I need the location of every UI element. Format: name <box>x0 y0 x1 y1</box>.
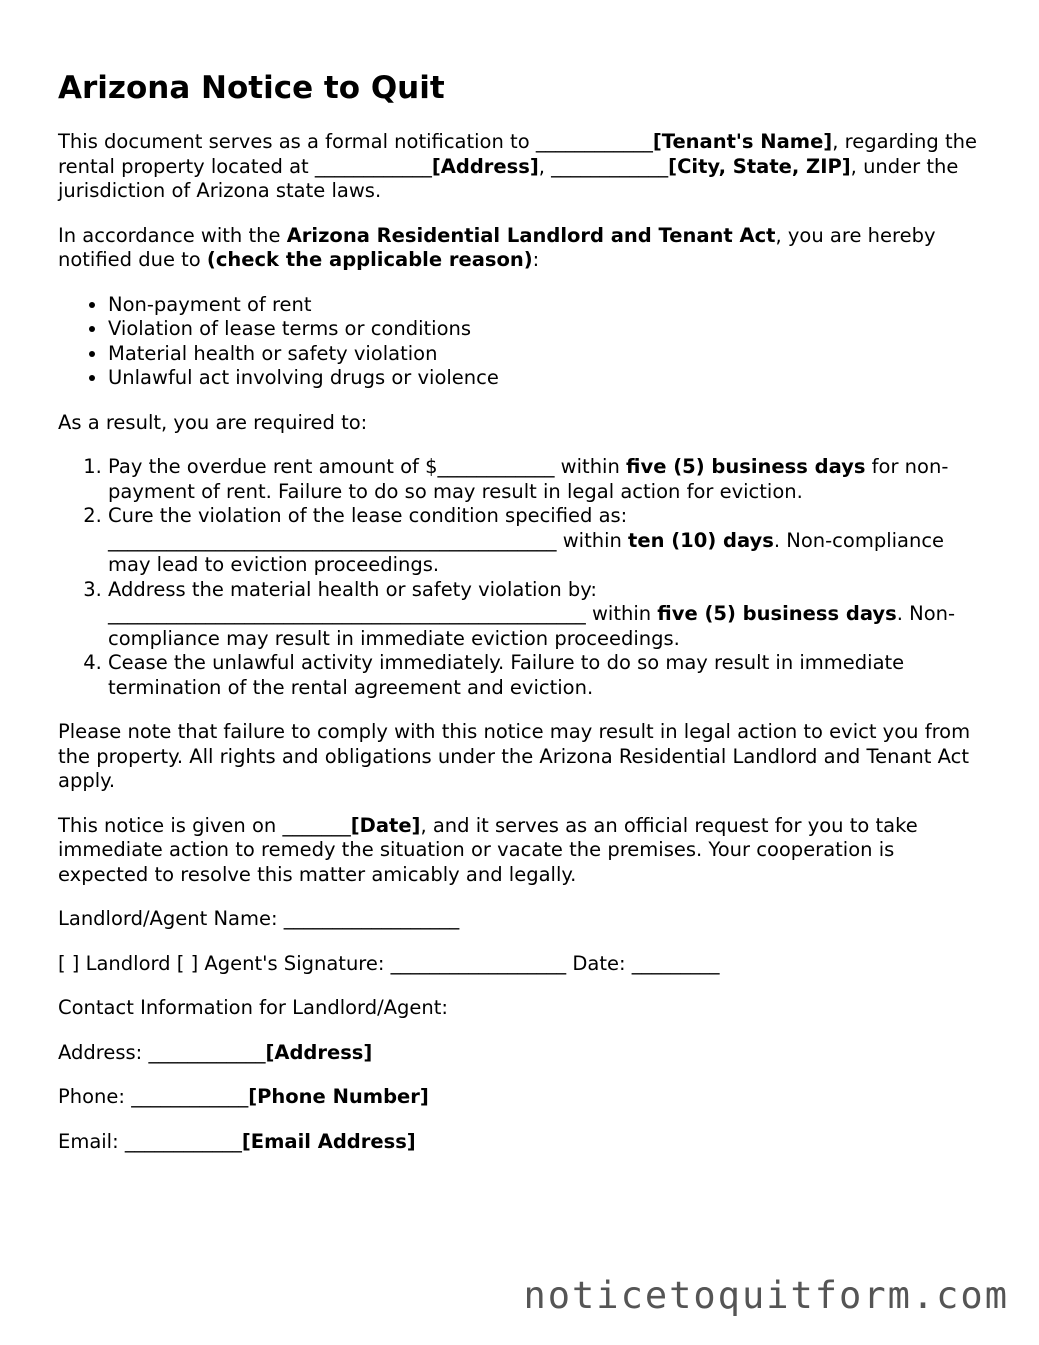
address-placeholder: [Address] <box>431 154 539 178</box>
contact-email-blank: ____________ <box>124 1129 242 1153</box>
requirement-2-text-1: Cure the violation of the lease condition specified as: <box>108 504 628 527</box>
contact-address-placeholder: [Address] <box>265 1040 373 1064</box>
requirement-2-text-3: . Non-compliance may lead to eviction proceedings. <box>108 528 945 576</box>
city-blank: ____________ <box>551 154 669 178</box>
tenant-name-blank: ____________ <box>535 130 653 153</box>
intro-text-3: , <box>538 154 552 178</box>
lease-violation-blank: ______________________________________________ <box>108 528 557 552</box>
requirement-2-text-2: within <box>556 528 629 552</box>
intro-paragraph <box>58 130 988 204</box>
check-reason-note: (check the applicable reason) <box>206 248 533 271</box>
signature-label: [ ] Landlord [ ] Agent's Signature: <box>58 951 391 975</box>
act-name: Arizona Residential Landlord and Tenant Act <box>286 223 776 247</box>
accordance-text-1: In accordance with the <box>58 223 287 247</box>
intro-text-2: , regarding the rental property located at <box>58 130 977 178</box>
contact-phone-label: Phone: <box>58 1085 132 1108</box>
site-watermark: noticetoquitform.com <box>523 1274 1009 1317</box>
contact-address-label: Address: <box>58 1040 149 1064</box>
tenant-name-placeholder: [Tenant's Name] <box>652 130 833 153</box>
date-placeholder: [Date] <box>350 813 421 837</box>
contact-address-blank: ____________ <box>148 1040 266 1064</box>
contact-email-placeholder: [Email Address] <box>241 1129 416 1153</box>
requirement-3-deadline: five (5) business days <box>657 602 897 625</box>
contact-heading: Contact Information for Landlord/Agent: <box>58 996 448 1019</box>
contact-address-line <box>58 1041 988 1066</box>
given-text-1: This notice is given on <box>58 813 283 837</box>
requirement-3-text-1: Address the material health or safety violation by: <box>108 577 597 601</box>
accordance-text-3: : <box>532 248 540 271</box>
requirement-1-text-2: within <box>554 455 627 478</box>
signature-line <box>58 952 988 977</box>
intro-text-4: , under the jurisdiction of Arizona state laws. <box>58 154 959 202</box>
requirement-item-3 <box>108 578 988 652</box>
health-violation-blank: _________________________________________________ <box>108 602 586 625</box>
requirement-3-text-2: within <box>585 602 658 625</box>
requirement-item-4 <box>108 651 988 700</box>
requirement-2-deadline: ten (10) days <box>628 528 774 552</box>
contact-email-line <box>58 1130 988 1155</box>
requirement-1-text-1: Pay the overdue rent amount of $ <box>108 455 438 478</box>
requirement-item-1 <box>108 455 988 504</box>
given-paragraph <box>58 814 988 888</box>
city-placeholder: [City, State, ZIP] <box>668 154 851 178</box>
requirements-list <box>58 455 988 700</box>
requirement-item-2 <box>108 504 988 578</box>
accordance-text-2: , you are hereby notified due to <box>58 223 936 271</box>
landlord-name-label: Landlord/Agent Name: <box>58 907 284 930</box>
contact-phone-blank: ____________ <box>131 1085 249 1108</box>
landlord-name-blank: __________________ <box>283 907 460 930</box>
contact-email-label: Email: <box>58 1129 125 1153</box>
reasons-list <box>58 293 988 391</box>
reason-item: • Material health or safety violation <box>108 342 988 367</box>
signature-date-blank: _________ <box>631 951 720 975</box>
signature-date-label: Date: <box>566 951 632 975</box>
note-paragraph: Please note that failure to comply with this notice may result in legal action to evict you from the property. All rights and obligations under the Arizona Residential Landlord and Tenant Act apply. <box>58 720 971 792</box>
result-intro: As a result, you are required to: <box>58 410 368 434</box>
rent-amount-blank: ____________ <box>437 455 555 478</box>
contact-phone-line <box>58 1085 988 1110</box>
page-title: Arizona Notice to Quit <box>58 70 445 106</box>
reason-item: • Non-payment of rent <box>108 293 988 318</box>
given-text-2: , and it serves as an official request for you to take immediate action to remedy the situation or vacate the premises. Your cooperation is expected to resolve this matter amicably and legally. <box>58 813 918 886</box>
reason-item: • Violation of lease terms or conditions <box>108 317 988 342</box>
contact-phone-placeholder: [Phone Number] <box>248 1085 429 1108</box>
requirement-3-text-3: . Non-compliance may result in immediate eviction proceedings. <box>108 602 956 650</box>
reason-item: • Unlawful act involving drugs or violence <box>108 366 988 391</box>
landlord-name-line <box>58 907 988 932</box>
signature-blank: __________________ <box>390 951 567 975</box>
accordance-paragraph <box>58 224 988 273</box>
date-blank: _______ <box>282 813 351 837</box>
intro-text-1: This document serves as a formal notification to <box>58 130 536 153</box>
requirement-4-text: Cease the unlawful activity immediately. Failure to do so may result in immediate termination of the rental agreement and eviction. <box>108 651 905 699</box>
requirement-1-deadline: five (5) business days <box>626 455 866 478</box>
document-page <box>58 68 988 1174</box>
address-blank: ____________ <box>314 154 432 178</box>
requirement-1-text-3: for non-payment of rent. Failure to do so may result in legal action for eviction. <box>108 455 949 503</box>
